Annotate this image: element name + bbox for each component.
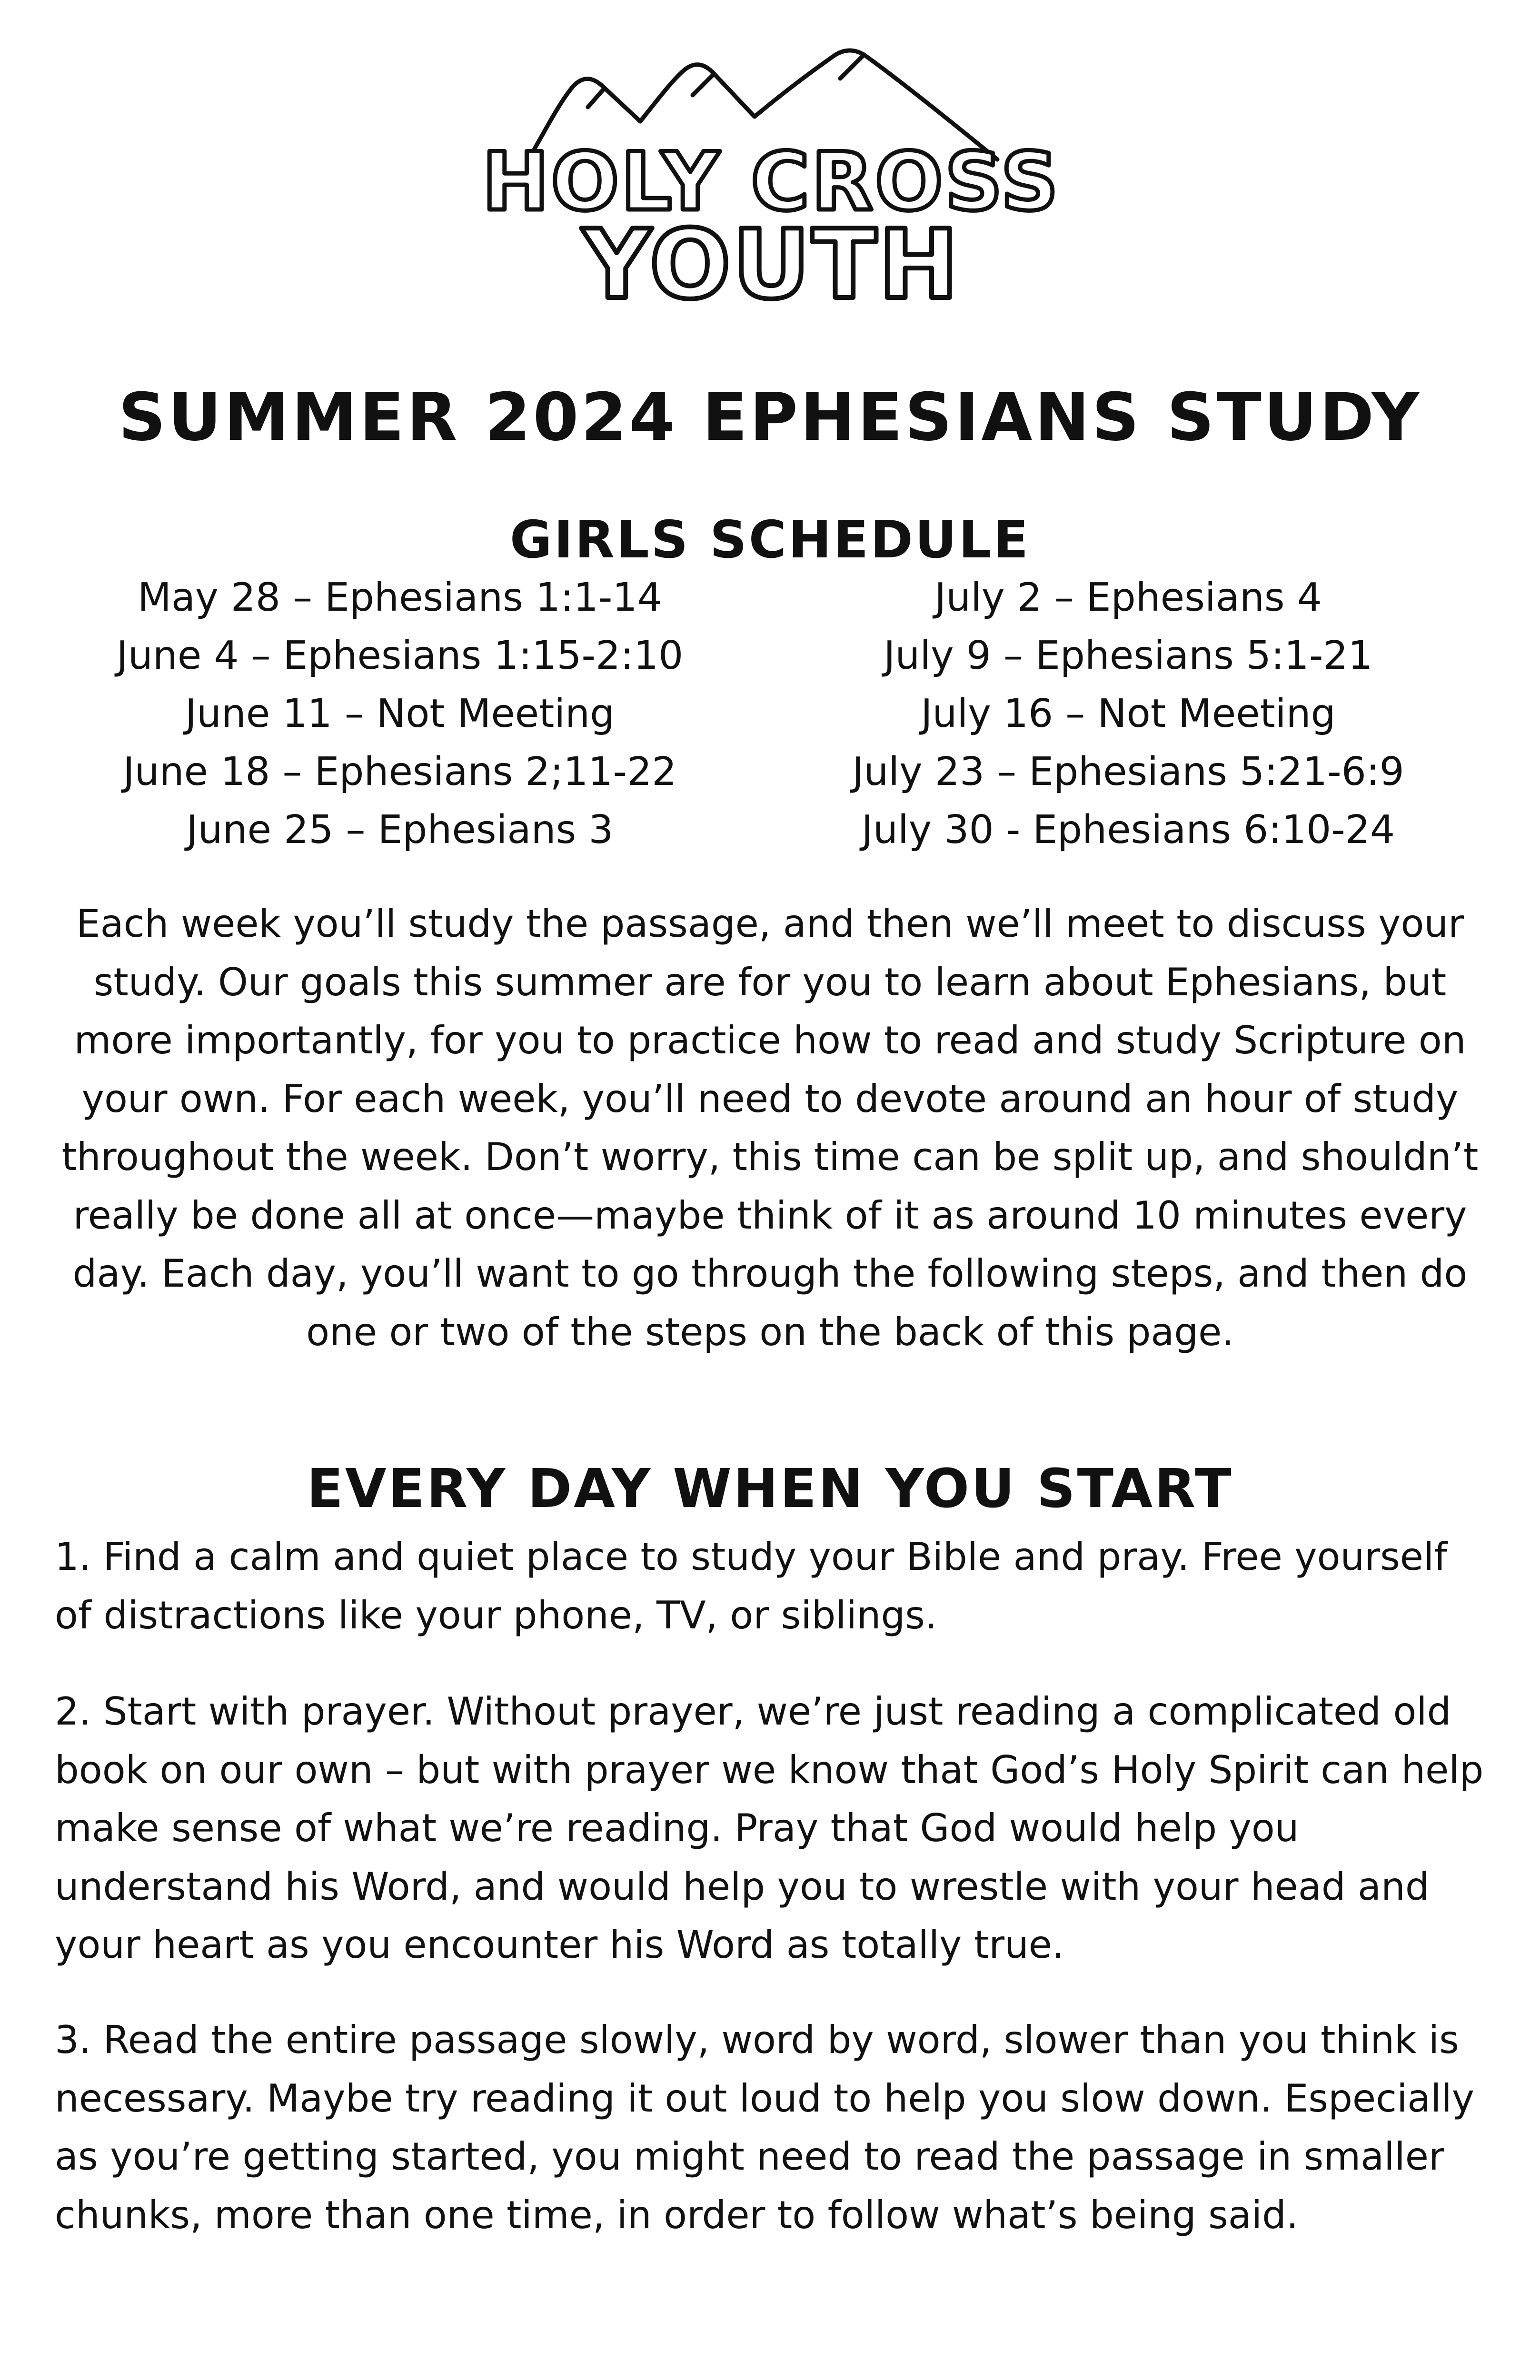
schedule-item: July 16 – Not Meeting	[921, 691, 1336, 736]
schedule-heading: GIRLS SCHEDULE	[509, 510, 1031, 570]
schedule-item: July 2 – Ephesians 4	[934, 575, 1322, 620]
mountains-icon	[482, 40, 1061, 320]
schedule-item: May 28 – Ephesians 1:1-14	[138, 575, 662, 620]
schedule-item: June 25 – Ephesians 3	[186, 807, 614, 853]
schedule-item: July 9 – Ephesians 5:1-21	[884, 633, 1373, 678]
step-item: 2. Start with prayer. Without prayer, we’re just reading a complicated old book on our own – but with prayer we know that God’s Holy Spirit can help make sense of what we’re reading. Pray that God would help you understand his Word, and would help you to wrestle with your head and your heart as you encounter his Word as totally true.	[55, 1689, 1484, 1967]
schedule-item: June 11 – Not Meeting	[185, 691, 615, 736]
schedule-right-column	[759, 569, 1497, 859]
step-item: 1. Find a calm and quiet place to study your Bible and pray. Free yourself of distractions like your phone, TV, or siblings.	[55, 1535, 1448, 1637]
schedule-item: June 18 – Ephesians 2;11-22	[123, 749, 677, 794]
every-day-heading: EVERY DAY WHEN YOU START	[307, 1458, 1233, 1520]
schedule-item: June 4 – Ephesians 1:15-2:10	[116, 633, 684, 678]
logo-line1: HOLY CROSS	[482, 135, 1061, 228]
intro-paragraph: Each week you’ll study the passage, and then we’ll meet to discuss your study. Our goals this summer are for you to learn about Ephesians, but more importantly, for you to practice how to read and study Scripture on your own. For each week, you’ll need to devote around an hour of study throughout the week. Don’t worry, this time can be split up, and shouldn’t really be done all at once—maybe think of it as around 10 minutes every day. Each day, you’ll want to go through the following steps, and then do one or two of the steps on the back of this page.	[61, 902, 1479, 1354]
schedule-item: July 30 - Ephesians 6:10-24	[861, 807, 1395, 853]
holy-cross-youth-logo	[482, 40, 1061, 320]
schedule-item: July 23 – Ephesians 5:21-6:9	[852, 749, 1404, 794]
page-title: SUMMER 2024 EPHESIANS STUDY	[118, 379, 1422, 456]
logo-line2: YOUTH	[582, 209, 960, 320]
schedule-left-column	[31, 569, 769, 859]
step-item: 3. Read the entire passage slowly, word by word, slower than you think is necessary. Maybe try reading it out loud to help you slow down. Especially as you’re getting started, you might need to read the passage in smaller chunks, more than one time, in order to follow what’s being said.	[55, 2018, 1475, 2237]
